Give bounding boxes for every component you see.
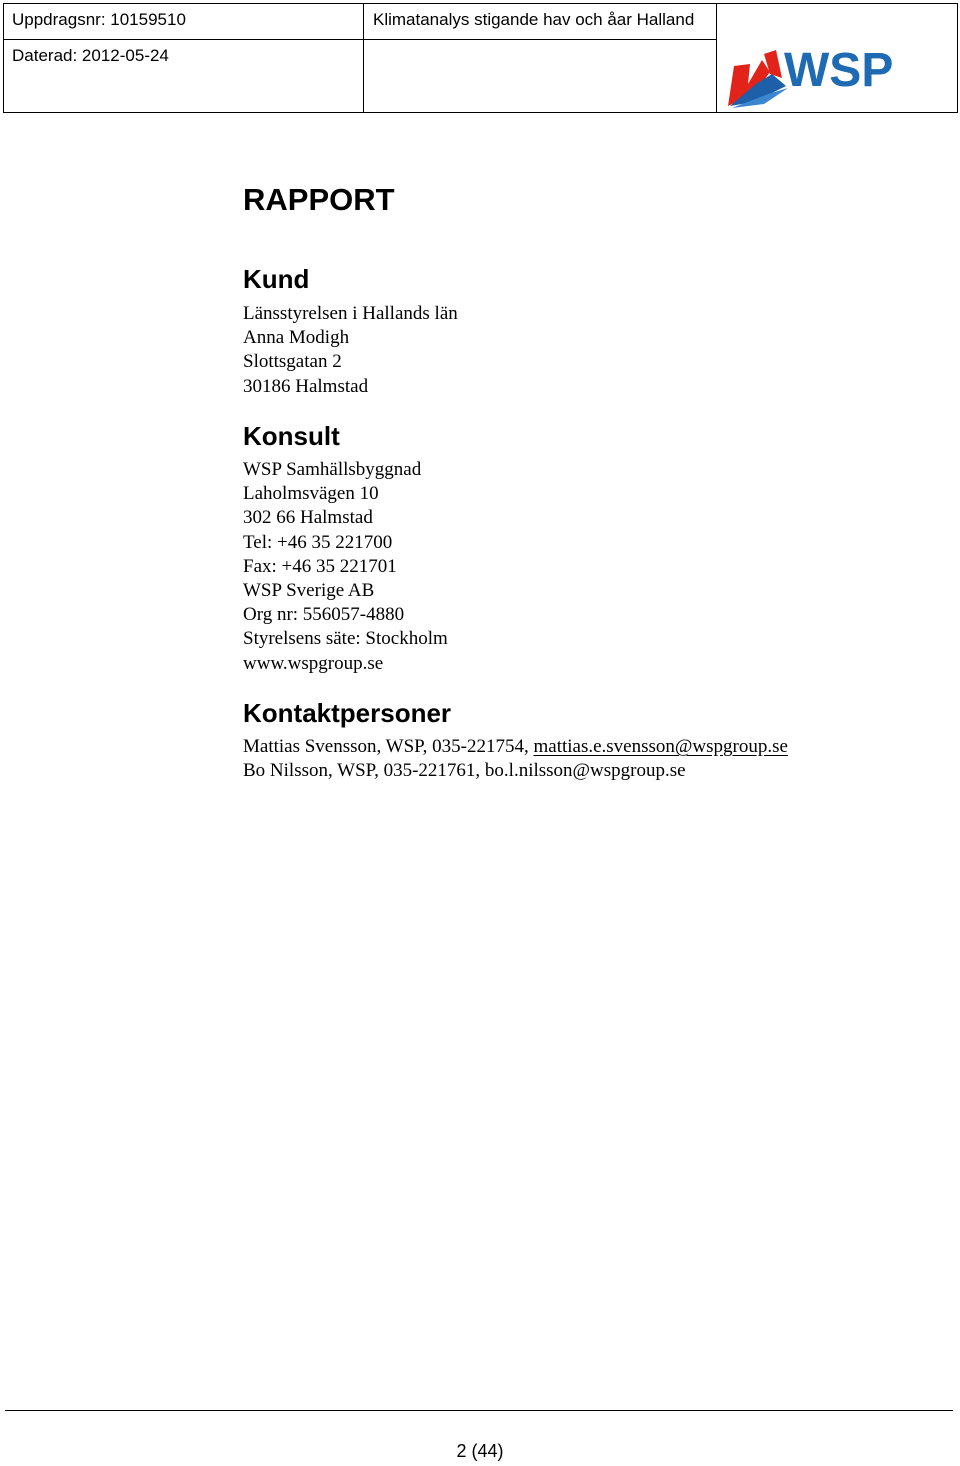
konsult-line: Tel: +46 35 221700	[243, 531, 393, 553]
konsult-heading: Konsult	[243, 421, 340, 451]
contact-item	[243, 735, 788, 759]
konsult-line: WSP Sverige AB	[243, 580, 375, 602]
contact-details: Mattias Svensson, WSP, 035-221754,	[243, 736, 534, 757]
kund-heading: Kund	[243, 264, 310, 294]
header-divider	[4, 39, 717, 40]
kund-address	[243, 302, 458, 399]
page-number: 2 (44)	[456, 1441, 504, 1461]
kund-line: Anna Modigh	[243, 327, 350, 349]
konsult-line: Org nr: 556057-4880	[243, 604, 405, 626]
assignment-number: Uppdragsnr: 10159510	[12, 10, 186, 29]
logo-wordmark: WSP	[784, 44, 894, 97]
contact-item: Bo Nilsson, WSP, 035-221761, bo.l.nilsson@wspgroup.se	[243, 760, 686, 782]
kund-line: Länsstyrelsen i Hallands län	[243, 303, 458, 324]
date-label: Daterad: 2012-05-24	[12, 46, 169, 65]
kontaktpersoner-heading: Kontaktpersoner	[243, 698, 452, 728]
footer-divider	[5, 1410, 953, 1411]
header-divider	[363, 4, 364, 112]
report-title: RAPPORT	[243, 182, 395, 217]
contact-list	[243, 735, 788, 783]
document-title: Klimatanalys stigande hav och åar Halland	[373, 10, 695, 29]
konsult-line: Styrelsens säte: Stockholm	[243, 628, 448, 650]
konsult-line: Fax: +46 35 221701	[243, 555, 397, 577]
konsult-line: 302 66 Halmstad	[243, 507, 373, 529]
konsult-address	[243, 458, 448, 676]
kund-line: 30186 Halmstad	[243, 375, 369, 397]
contact-email-link[interactable]: mattias.e.svensson@wspgroup.se	[533, 736, 788, 757]
kund-line: Slottsgatan 2	[243, 351, 342, 373]
header-divider	[716, 4, 717, 112]
konsult-website-link[interactable]: www.wspgroup.se	[243, 652, 384, 674]
konsult-line: Laholmsvägen 10	[243, 483, 379, 505]
konsult-line: WSP Samhällsbyggnad	[243, 459, 422, 480]
wsp-logo-icon	[724, 44, 924, 110]
